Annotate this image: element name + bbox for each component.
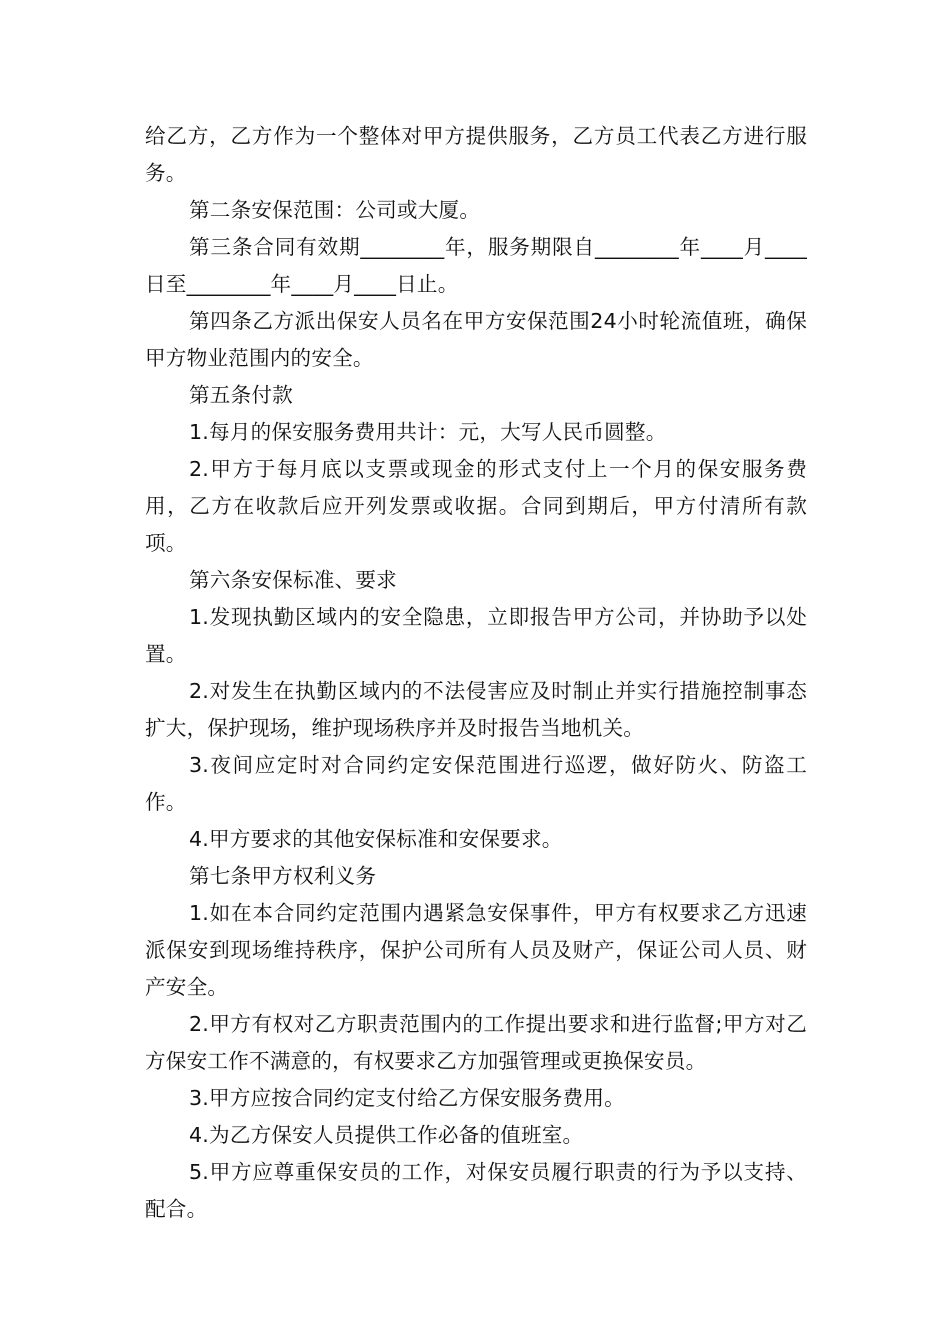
clause-6-item-2: 2.对发生在执勤区域内的不法侵害应及时制止并实行措施控制事态扩大，保护现场，维护现场秩序并及时报告当地机关。 — [145, 679, 807, 740]
clause-5-heading-payment: 第五条付款 — [189, 383, 293, 407]
paragraph-continuation: 给乙方，乙方作为一个整体对甲方提供服务，乙方员工代表乙方进行服务。 — [145, 124, 807, 185]
document-body — [145, 118, 807, 1228]
clause-7-item-5: 5.甲方应尊重保安员的工作，对保安员履行职责的行为予以支持、配合。 — [145, 1160, 807, 1221]
clause-7-item-2: 2.甲方有权对乙方职责范围内的工作提出要求和进行监督;甲方对乙方保安工作不满意的，有权要求乙方加强管理或更换保安员。 — [145, 1012, 807, 1073]
clause-6-item-1: 1.发现执勤区域内的安全隐患，立即报告甲方公司，并协助予以处置。 — [145, 605, 807, 666]
clause-5-item-2: 2.甲方于每月底以支票或现金的形式支付上一个月的保安服务费用，乙方在收款后应开列发票或收据。合同到期后，甲方付清所有款项。 — [145, 457, 807, 555]
clause-5-item-1: 1.每月的保安服务费用共计：元，大写人民币圆整。 — [189, 420, 667, 444]
clause-6-item-4: 4.甲方要求的其他安保标准和安保要求。 — [189, 827, 563, 851]
clause-4-guard-dispatch: 第四条乙方派出保安人员名在甲方安保范围24小时轮流值班，确保甲方物业范围内的安全。 — [145, 309, 807, 370]
clause-6-heading-standards: 第六条安保标准、要求 — [189, 568, 397, 592]
clause-3-contract-term: 第三条合同有效期________年，服务期限自________年____月____日至________年____月____日止。 — [145, 235, 807, 296]
clause-2-security-scope: 第二条安保范围：公司或大厦。 — [189, 198, 481, 222]
clause-7-item-3: 3.甲方应按合同约定支付给乙方保安服务费用。 — [189, 1086, 625, 1110]
clause-6-item-3: 3.夜间应定时对合同约定安保范围进行巡逻，做好防火、防盗工作。 — [145, 753, 807, 814]
clause-7-item-1: 1.如在本合同约定范围内遇紧急安保事件，甲方有权要求乙方迅速派保安到现场维持秩序，保护公司所有人员及财产，保证公司人员、财产安全。 — [145, 901, 807, 999]
clause-7-heading-party-a-rights: 第七条甲方权利义务 — [189, 864, 377, 888]
clause-7-item-4: 4.为乙方保安人员提供工作必备的值班室。 — [189, 1123, 584, 1147]
